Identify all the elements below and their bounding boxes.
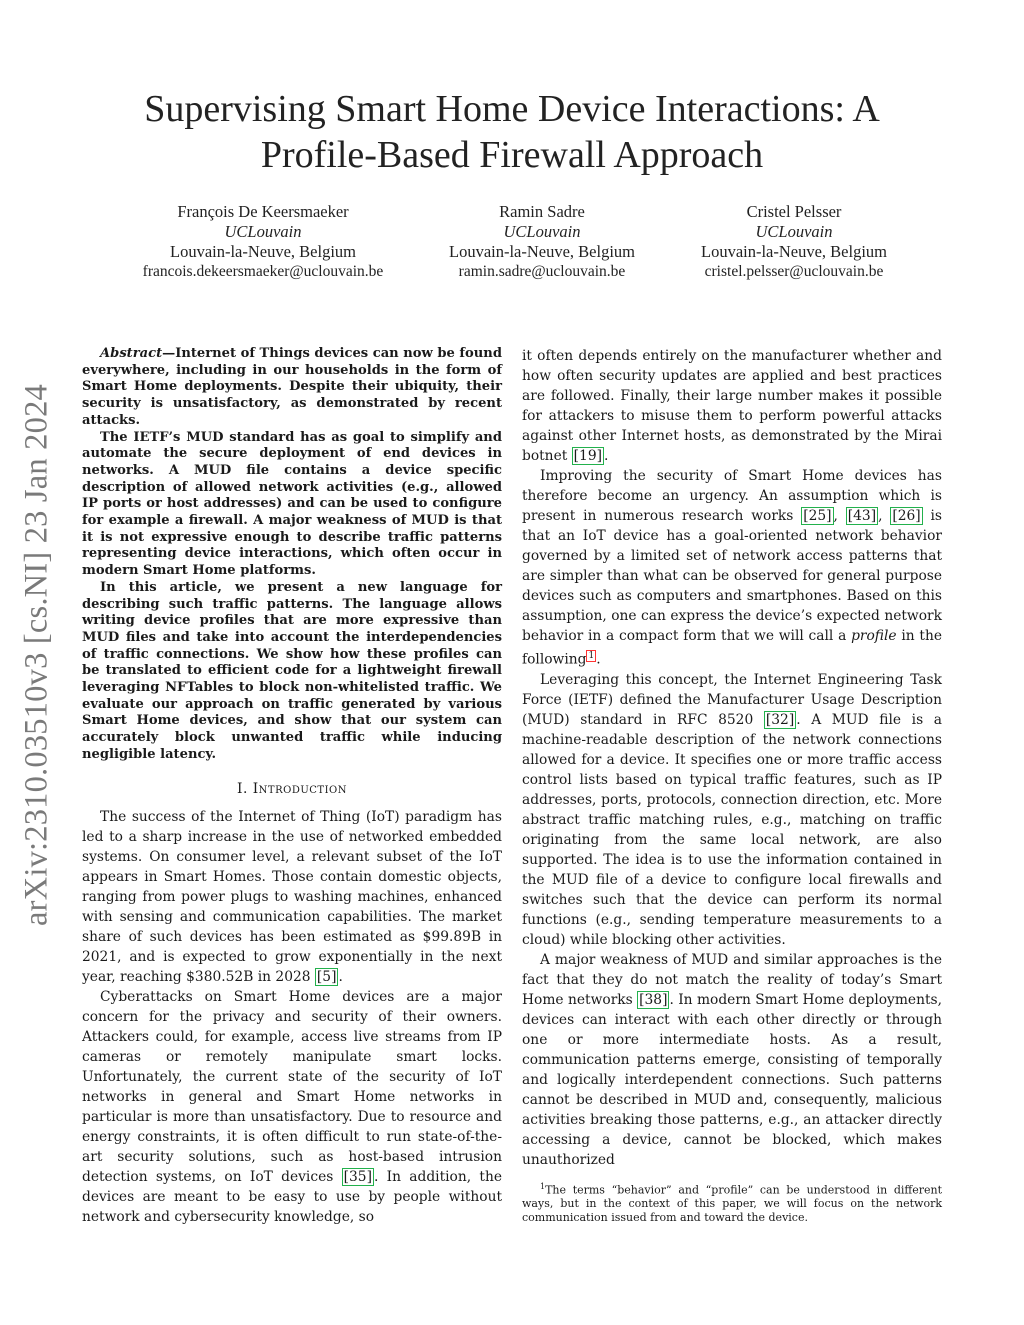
intro-paragraph-1: The success of the Internet of Thing (IoT) paradigm has led to a sharp increase in the use of networked embedded systems. On consumer level, a relevant subset of the IoT appears in Smart Homes. Those contain domestic objects, ranging from power plugs to washing machines, enhanced with sensing and communication capabilities. The market share of such devices has been estimated as $99.89B in 2021, and is expected to grow exponentially in the next year, reaching $380.52B in 2028 [5] .	[82, 808, 502, 985]
intro-body-right	[522, 346, 942, 1170]
intro-paragraph-4: Leveraging this concept, the Internet Engineering Task Force (IETF) defined the Manufacturer Usage Description (MUD) standard in RFC 8520 [32] . A MUD file is a machine-readable description of the network connections allowed for a device. It specifies one or more traffic access control lists based on typical traffic features, such as IP addresses, ports, protocols, connection direction, etc. More abstract traffic matching rules, e.g., matching on traffic originating from the same local network, are also supported. The idea is to use the information contained in the MUD file of a device to configure local firewalls and switches such that the device can perform its normal functions (e.g., sending temperature measurements to a cloud) while blocking other activities.	[522, 671, 942, 948]
paper-title	[90, 86, 934, 178]
author-name: François De Keersmaeker	[177, 202, 349, 221]
author-name: Ramin Sadre	[499, 202, 585, 221]
author-location: Louvain-la-Neuve, Belgium	[700, 242, 888, 261]
intro-paragraph-3: Improving the security of Smart Home devices has therefore become an urgency. An assumption which is present in numerous research works [25] , [43] , [26] is that an IoT device has a goal-oriented network behavior governed by a limited set of network access patterns that are simpler than what can be observed for general purpose devices such as computers and smartphones. Based on this assumption, one can express the device’s expected network behavior in a compact form that we will call a profile in the following $^1$ .	[522, 468, 943, 668]
section-number: I.	[237, 780, 248, 797]
citation-link[interactable]: [43]	[847, 508, 877, 524]
citation-link[interactable]: [32]	[765, 711, 795, 728]
footnote-mark: 1	[540, 1181, 546, 1191]
author-email[interactable]: francois.dekeersmaeker@uclouvain.be	[142, 263, 384, 280]
author-email[interactable]: cristel.pelsser@uclouvain.be	[704, 263, 884, 280]
right-column	[522, 346, 942, 1225]
abstract-paragraph-2: The IETF’s MUD standard has as goal to simplify and automate the secure deployment of end devices in networks. A MUD file contains a device specific description of allowed network activities (e.g., allowed IP ports or host addresses) and can be used to configure for example a firewall. A major weakness of MUD is that it is not expressive enough to describe traffic patterns representing device interactions, which often occur in modern Smart Home platforms.	[82, 429, 502, 579]
arxiv-sidebar	[10, 370, 64, 940]
abstract	[82, 346, 502, 764]
author-location: Louvain-la-Neuve, Belgium	[448, 242, 636, 261]
section-heading-introduction	[82, 781, 502, 797]
intro-body-left	[82, 807, 502, 1227]
intro-paragraph-2: Cyberattacks on Smart Home devices are a major concern for the privacy and security of their owners. Attackers could, for example, access live streams from IP cameras or remotely manipulate smart locks. Unfortunately, the current state of the security of IoT networks in general and Smart Home networks in particular is more than unsatisfactory. Due to resource and energy constraints, it is often difficult to run state-of-the-art security solutions, such as host-based intrusion detection systems, on IoT devices [35] . In addition, the devices are meant to be easy to use by people without network and cybersecurity knowledge, so	[82, 988, 502, 1225]
author-block-3	[644, 202, 944, 282]
author-affiliation: UCLouvain	[755, 222, 833, 241]
citation-link[interactable]: [19]	[573, 448, 602, 464]
abstract-paragraph-1: Abstract—Internet of Things devices can now be found everywhere, including in our households in the form of Smart Home deployments. Despite their ubiquity, their security is unsatisfactory, as demonstrated by recent attacks.	[82, 346, 502, 428]
title-line-2: Profile-Based Firewall Approach	[260, 134, 764, 176]
author-email[interactable]: ramin.sadre@uclouvain.be	[458, 263, 626, 280]
citation-link[interactable]: [25]	[803, 508, 832, 524]
footnote-text: The terms “behavior” and “profile” can be understood in different ways, but in the context of this paper, we will focus on the network communication issued from and toward the device.	[522, 1183, 942, 1225]
citation-link[interactable]: [38]	[639, 991, 668, 1008]
arxiv-identifier: arXiv:2310.03510v3 [cs.NI] 23 Jan 2024	[18, 384, 55, 926]
author-name: Cristel Pelsser	[746, 202, 842, 221]
author-affiliation: UCLouvain	[224, 222, 302, 241]
footnote-link[interactable]: 1	[588, 651, 595, 661]
intro-paragraph-5: A major weakness of MUD and similar approaches is the fact that they do not match the reality of today’s Smart Home networks [38] . In modern Smart Home deployments, devices can interact with each other directly or through one or more intermediate hosts. As a result, communication patterns emerge, consisting of temporally and logically interdependent connections. Such patterns cannot be described in MUD and, consequently, malicious activities breaking those patterns, e.g., an attacker directly accessing a device, cannot be blocked, which makes unauthorized	[522, 951, 942, 1168]
section-title: Introduction	[252, 780, 347, 797]
citation-link[interactable]: [35]	[343, 1168, 372, 1185]
left-column	[82, 346, 502, 1227]
citation-link[interactable]: [26]	[892, 508, 921, 524]
author-location: Louvain-la-Neuve, Belgium	[169, 242, 357, 261]
abstract-label: Abstract	[100, 346, 163, 361]
author-block-1	[113, 202, 413, 282]
author-affiliation: UCLouvain	[503, 222, 581, 241]
abstract-paragraph-3: In this article, we present a new language for describing such traffic patterns. The language allows writing device profiles that are more expressive than MUD files and take into account the interdependencies of traffic connections. We show how these profiles can be translated to efficient code for a lightweight firewall leveraging NFTables to block non-whitelisted traffic. We evaluate our approach on traffic generated by various Smart Home devices, and show that our system can accurately block unwanted traffic while inducing negligible latency.	[82, 579, 502, 762]
citation-link[interactable]: [5]	[316, 968, 337, 985]
footnote	[522, 1180, 942, 1226]
intro-paragraph-2-continued: it often depends entirely on the manufacturer whether and how often security updates are applied and best practices are followed. Finally, their large number makes it possible for attackers to misuse them to perform powerful attacks against other Internet hosts, as demonstrated by the Mirai botnet [19] .	[522, 348, 942, 464]
title-line-1: Supervising Smart Home Device Interactions: A	[144, 88, 880, 130]
